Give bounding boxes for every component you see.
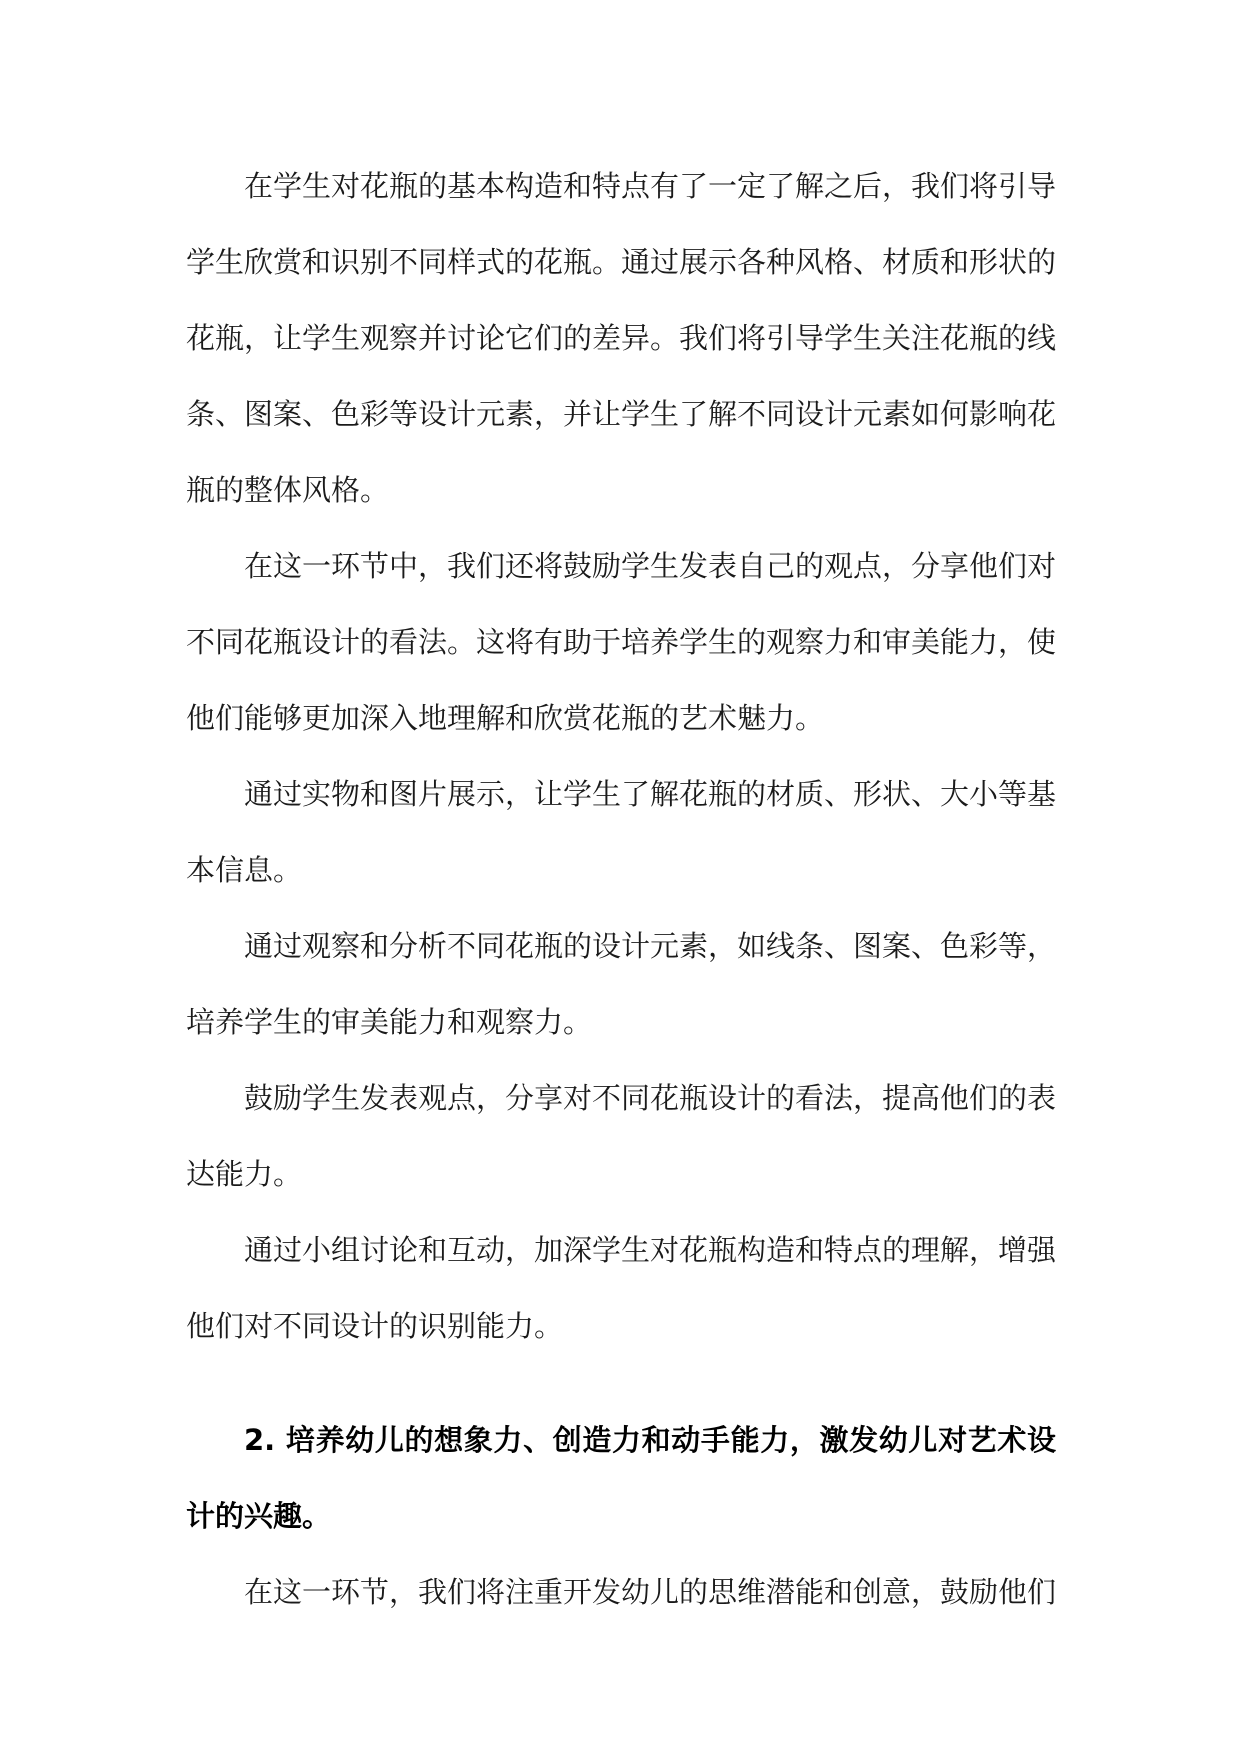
paragraph: 通过小组讨论和互动，加深学生对花瓶构造和特点的理解，增强他们对不同设计的识别能力。 xyxy=(186,1233,1057,1343)
paragraph: 在学生对花瓶的基本构造和特点有了一定了解之后，我们将引导学生欣赏和识别不同样式的花瓶。通过展示各种风格、材质和形状的花瓶，让学生观察并讨论它们的差异。我们将引导学生关注花瓶的线条、图案、色彩等设计元素，并让学生了解不同设计元素如何影响花瓶的整体风格。 xyxy=(186,169,1057,507)
paragraph: 鼓励学生发表观点，分享对不同花瓶设计的看法，提高他们的表达能力。 xyxy=(186,1081,1057,1191)
section-heading: 2. 培养幼儿的想象力、创造力和动手能力，激发幼儿对艺术设计的兴趣。 xyxy=(186,1423,1056,1533)
paragraph: 在这一环节中，我们还将鼓励学生发表自己的观点，分享他们对不同花瓶设计的看法。这将有助于培养学生的观察力和审美能力，使他们能够更加深入地理解和欣赏花瓶的艺术魅力。 xyxy=(186,549,1057,735)
paragraph: 通过实物和图片展示，让学生了解花瓶的材质、形状、大小等基本信息。 xyxy=(186,777,1057,887)
paragraph: 通过观察和分析不同花瓶的设计元素，如线条、图案、色彩等，培养学生的审美能力和观察力。 xyxy=(186,929,1057,1039)
document-body xyxy=(186,148,1056,1630)
paragraph: 在这一环节，我们将注重开发幼儿的思维潜能和创意，鼓励他们 xyxy=(244,1575,1057,1609)
